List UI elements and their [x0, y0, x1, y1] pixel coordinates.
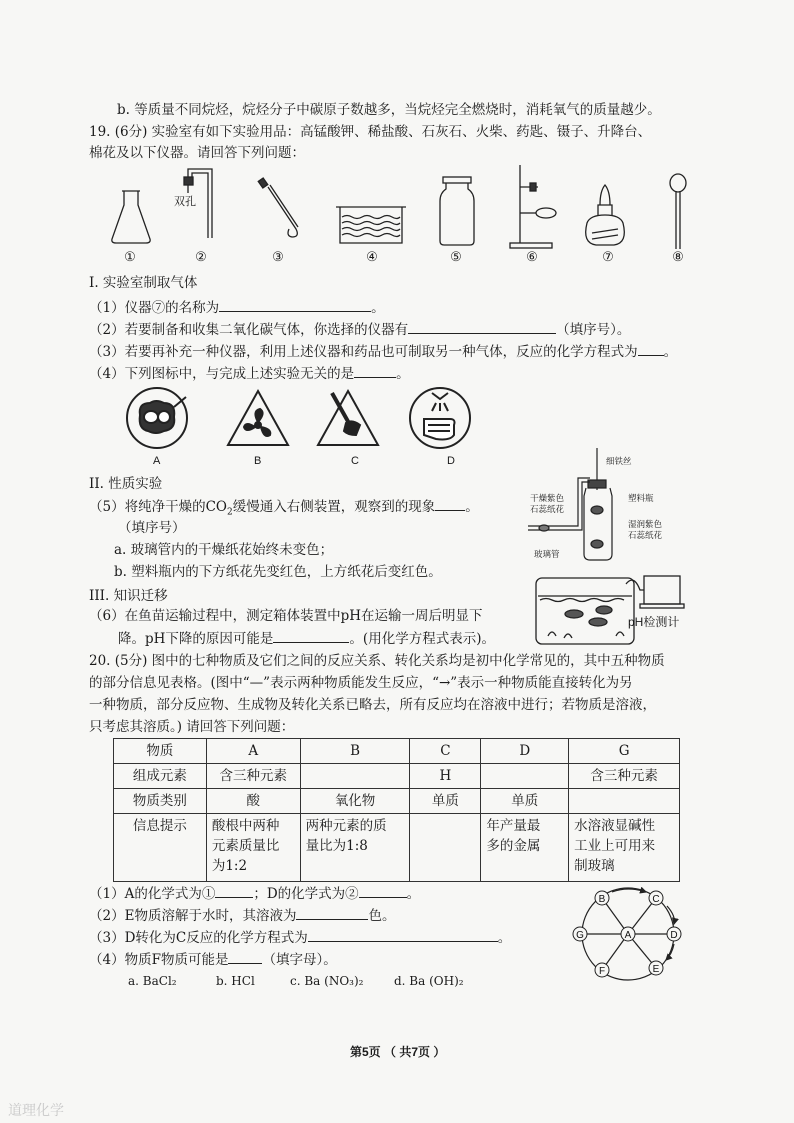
ventilation-symbol-icon: [228, 391, 288, 445]
symbol-label-b: B: [254, 455, 262, 467]
q20-3: （3）D转化为C反应的化学方程式为 。: [89, 927, 511, 948]
table-cell: B: [300, 739, 410, 764]
gas-bottle-icon: [440, 177, 474, 245]
q19-6-line2: 降。pH下降的原因可能是 。(用化学方程式表示)。: [118, 628, 495, 649]
answer-blank[interactable]: [359, 883, 407, 898]
q20-2: （2）E物质溶解于水时，其溶液为 色。: [89, 905, 395, 926]
answer-blank[interactable]: [435, 496, 465, 511]
q19-1: （1）仪器⑦的名称为 。: [89, 297, 385, 318]
answer-blank[interactable]: [638, 341, 664, 356]
table-cell: 物质: [114, 739, 207, 764]
table-cell: 单质: [410, 789, 481, 814]
conical-flask-icon: [112, 191, 150, 243]
wash-hands-symbol-icon: [410, 388, 470, 448]
label-wet-flower-2: 石蕊纸花: [628, 530, 663, 540]
q20-1: （1）A的化学式为① ；D的化学式为② 。: [89, 883, 420, 904]
instrument-label-2: ②: [195, 250, 207, 265]
label-wet-flower-1: 湿润紫色: [628, 519, 663, 529]
label-dry-flower-2: 石蕊纸花: [530, 504, 565, 514]
q19-6-line1: （6）在鱼苗运输过程中，测定箱体装置中pH在运输一周后明显下: [89, 608, 483, 624]
long-neck-funnel-icon: [670, 174, 686, 249]
q20-line1: 20. (5分) 图中的七种物质及它们之间的反应关系、转化关系均是初中化学常见的，其中五种物质: [89, 653, 665, 669]
instrument-label-4: ④: [366, 250, 378, 265]
table-cell: G: [569, 739, 680, 764]
diagram-node-d: D: [670, 930, 678, 941]
table-cell: [481, 764, 569, 789]
answer-blank[interactable]: [228, 949, 262, 964]
q19-2: （2）若要制备和收集二氧化碳气体，你选择的仪器有 （填序号）。: [89, 319, 630, 340]
watermark: 道理化学: [8, 1102, 64, 1118]
diagram-node-c: C: [652, 894, 660, 905]
instrument-label-1: ①: [124, 250, 136, 265]
table-cell: 氧化物: [300, 789, 410, 814]
diagram-node-e: E: [652, 964, 660, 975]
table-cell: C: [410, 739, 481, 764]
iron-stand-icon: [510, 165, 556, 248]
table-cell: A: [206, 739, 300, 764]
sharp-object-symbol-icon: [318, 391, 378, 445]
q19-3: （3）若要再补充一种仪器，利用上述仪器和药品也可制取另一种气体，反应的化学方程式为 。: [89, 341, 677, 362]
q19-5: （5）将纯净干燥的$CO_2$缓慢通入右侧装置，观察到的现象 。: [89, 496, 479, 523]
q19-5-option-b: b. 塑料瓶内的下方纸花先变红色，上方纸花后变红色。: [114, 564, 442, 580]
fish-tank-figure: [534, 570, 694, 646]
instrument-label-3: ③: [272, 250, 284, 265]
table-cell: 酸: [206, 789, 300, 814]
table-cell: 单质: [481, 789, 569, 814]
water-trough-icon: [336, 207, 406, 243]
option-c: c. Ba (NO₃)₂: [290, 974, 364, 988]
answer-blank[interactable]: [308, 927, 498, 942]
substance-info-table: [113, 738, 680, 882]
answer-blank[interactable]: [273, 628, 349, 643]
label-plastic-bottle: 塑料瓶: [628, 493, 654, 503]
table-header-row: [114, 739, 680, 764]
table-cell: 年产量最 多的金属: [481, 814, 569, 882]
table-cell: [300, 764, 410, 789]
table-row: [114, 789, 680, 814]
top-line: b. 等质量不同烷烃，烷烃分子中碳原子数越多，当烷烃完全燃烧时，消耗氧气的质量越少。: [117, 102, 661, 118]
table-cell: 组成元素: [114, 764, 207, 789]
table-row: [114, 764, 680, 789]
diagram-node-a: A: [624, 930, 632, 941]
reaction-diagram: [566, 884, 690, 982]
q19-line2: 棉花及以下仪器。请回答下列问题：: [89, 145, 305, 161]
table-cell: 含三种元素: [206, 764, 300, 789]
part2-title: II. 性质实验: [89, 476, 163, 492]
q20-line4: 只考虑其溶质。) 请回答下列问题：: [89, 719, 295, 735]
q19-line1: 19. (6分) 实验室有如下实验用品：高锰酸钾、稀盐酸、石灰石、火柴、药匙、镊子、升降台、: [89, 124, 652, 140]
table-cell: D: [481, 739, 569, 764]
part3-title: III. 知识迁移: [89, 588, 168, 604]
table-cell: 信息提示: [114, 814, 207, 882]
safety-symbols: [120, 385, 480, 455]
table-cell: 物质类别: [114, 789, 207, 814]
option-b: b. HCl: [216, 974, 255, 988]
alcohol-lamp-icon: [586, 185, 625, 245]
table-cell: 水溶液显碱性 工业上可用来 制玻璃: [569, 814, 680, 882]
part1-title: I. 实验室制取气体: [89, 275, 198, 291]
q20-line3: 一种物质，部分反应物、生成物及转化关系已略去，所有反应均在溶液中进行；若物质是溶液，: [89, 697, 656, 713]
symbol-label-d: D: [447, 455, 455, 467]
option-a: a. BaCl₂: [128, 974, 177, 988]
instrument-label-7: ⑦: [602, 250, 614, 265]
instrument-label-8: ⑧: [672, 250, 684, 265]
table-cell: 酸根中两种 元素质量比 为1:2: [206, 814, 300, 882]
table-cell: H: [410, 764, 481, 789]
symbol-label-a: A: [153, 455, 161, 467]
instrument-label-6: ⑥: [526, 250, 538, 265]
symbol-label-c: C: [351, 455, 359, 467]
instrument-label-5: ⑤: [450, 250, 462, 265]
answer-blank[interactable]: [296, 905, 368, 920]
stopper-label: 双孔: [174, 196, 196, 208]
diagram-node-f: F: [598, 966, 606, 977]
answer-blank[interactable]: [215, 883, 253, 898]
table-cell: 两种元素的质 量比为1:8: [300, 814, 410, 882]
answer-blank[interactable]: [354, 363, 396, 378]
answer-blank[interactable]: [219, 297, 371, 312]
q20-4: （4）物质F物质可能是 （填字母）。: [89, 949, 337, 970]
label-iron-wire: 细铁丝: [606, 456, 632, 466]
q20-line2: 的部分信息见表格。(图中“—”表示两种物质能发生反应，“→”表示一种物质能直接转化为另: [89, 675, 633, 691]
table-cell: 含三种元素: [569, 764, 680, 789]
label-dry-flower-1: 干燥紫色: [530, 493, 565, 503]
hot-object-symbol-icon: [127, 388, 187, 448]
q19-5-option-a: a. 玻璃管内的干燥纸花始终未变色；: [114, 542, 334, 558]
table-cell: [410, 814, 481, 882]
table-cell: [569, 789, 680, 814]
bent-tube-icon: [258, 178, 298, 237]
q19-4: （4）下列图标中，与完成上述实验无关的是 。: [89, 363, 410, 384]
diagram-node-b: B: [598, 894, 606, 905]
q19-5-note: （填序号）: [118, 520, 186, 536]
option-d: d. Ba (OH)₂: [394, 974, 464, 988]
table-row: [114, 814, 680, 882]
ph-meter-label: pH检测计: [628, 615, 680, 629]
diagram-node-g: G: [576, 930, 584, 941]
answer-blank[interactable]: [408, 319, 556, 334]
label-glass-tube: 玻璃管: [534, 549, 560, 559]
page-footer: 第5页 （ 共7页 ）: [350, 1045, 446, 1059]
